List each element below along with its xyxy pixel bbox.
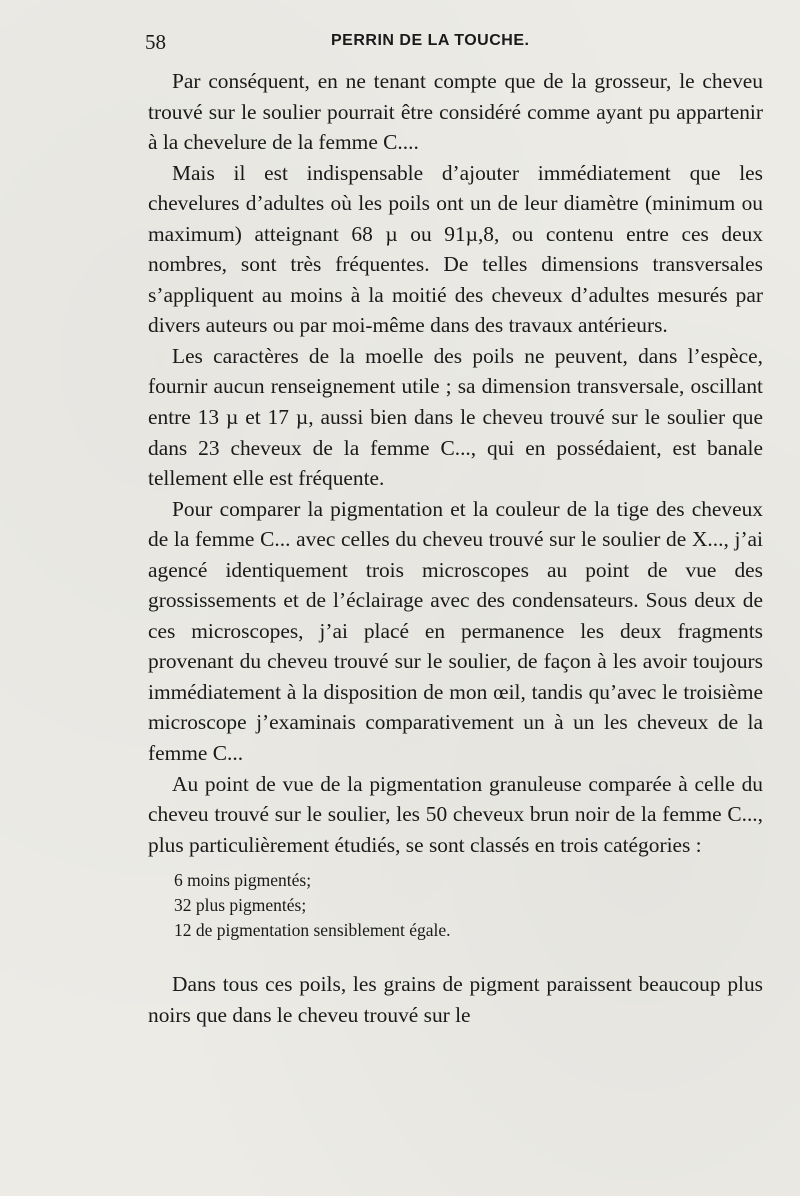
list-item: 6 moins pigmentés; bbox=[174, 870, 312, 891]
paragraph-2: Mais il est indispensable d’ajouter immédiatement que les chevelures d’adultes où les poils ont un de leur diamètre (minimum ou maximum) atteignant 68 µ ou 91µ,8, ou contenu entre ces deux nombres, sont très fréquentes. De telles dimensions transversales s’appliquent au moins à la moitié des cheveux d’adultes mesurés par divers auteurs ou par moi-même dans des travaux antérieurs. bbox=[148, 160, 763, 338]
running-head: PERRIN DE LA TOUCHE. bbox=[331, 32, 530, 49]
paragraph-4: Pour comparer la pigmentation et la couleur de la tige des cheveux de la femme C... avec celles du cheveu trouvé sur le soulier de X..., j’ai agencé identiquement trois microscopes au point de vue des grossissements et de l’éclairage avec des condensateurs. Sous deux de ces microscopes, j’ai placé en permanence les deux fragments provenant du cheveu trouvé sur le soulier, de façon à les avoir toujours immédiatement à la disposition de mon œil, tandis qu’avec le troisième microscope j’examinais comparativement un à un les cheveux de la femme C... bbox=[148, 496, 763, 766]
page-number: 58 bbox=[145, 30, 166, 54]
body-text bbox=[148, 66, 763, 1030]
paragraph-final: Dans tous ces poils, les grains de pigment paraissent beaucoup plus noirs que dans le cheveu trouvé sur le bbox=[148, 972, 763, 1027]
paragraph-5: Au point de vue de la pigmentation granuleuse comparée à celle du cheveu trouvé sur le soulier, les 50 cheveux brun noir de la femme C..., plus particulièrement étudiés, se sont classés en trois catégories : bbox=[148, 771, 763, 857]
paragraph-3: Les caractères de la moelle des poils ne peuvent, dans l’espèce, fournir aucun renseignement utile ; sa dimension transversale, oscillant entre 13 µ et 17 µ, aussi bien dans le cheveu trouvé sur le soulier que dans 23 cheveux de la femme C..., qui en possédaient, est banale tellement elle est fréquente. bbox=[148, 343, 763, 491]
category-list bbox=[148, 868, 763, 943]
paragraph-1: Par conséquent, en ne tenant compte que de la grosseur, le cheveu trouvé sur le soulier pourrait être considéré comme ayant pu appartenir à la chevelure de la femme C.... bbox=[148, 69, 763, 155]
list-item: 32 plus pigmentés; bbox=[174, 895, 307, 916]
page-header bbox=[145, 30, 765, 58]
list-item: 12 de pigmentation sensiblement égale. bbox=[174, 920, 451, 941]
